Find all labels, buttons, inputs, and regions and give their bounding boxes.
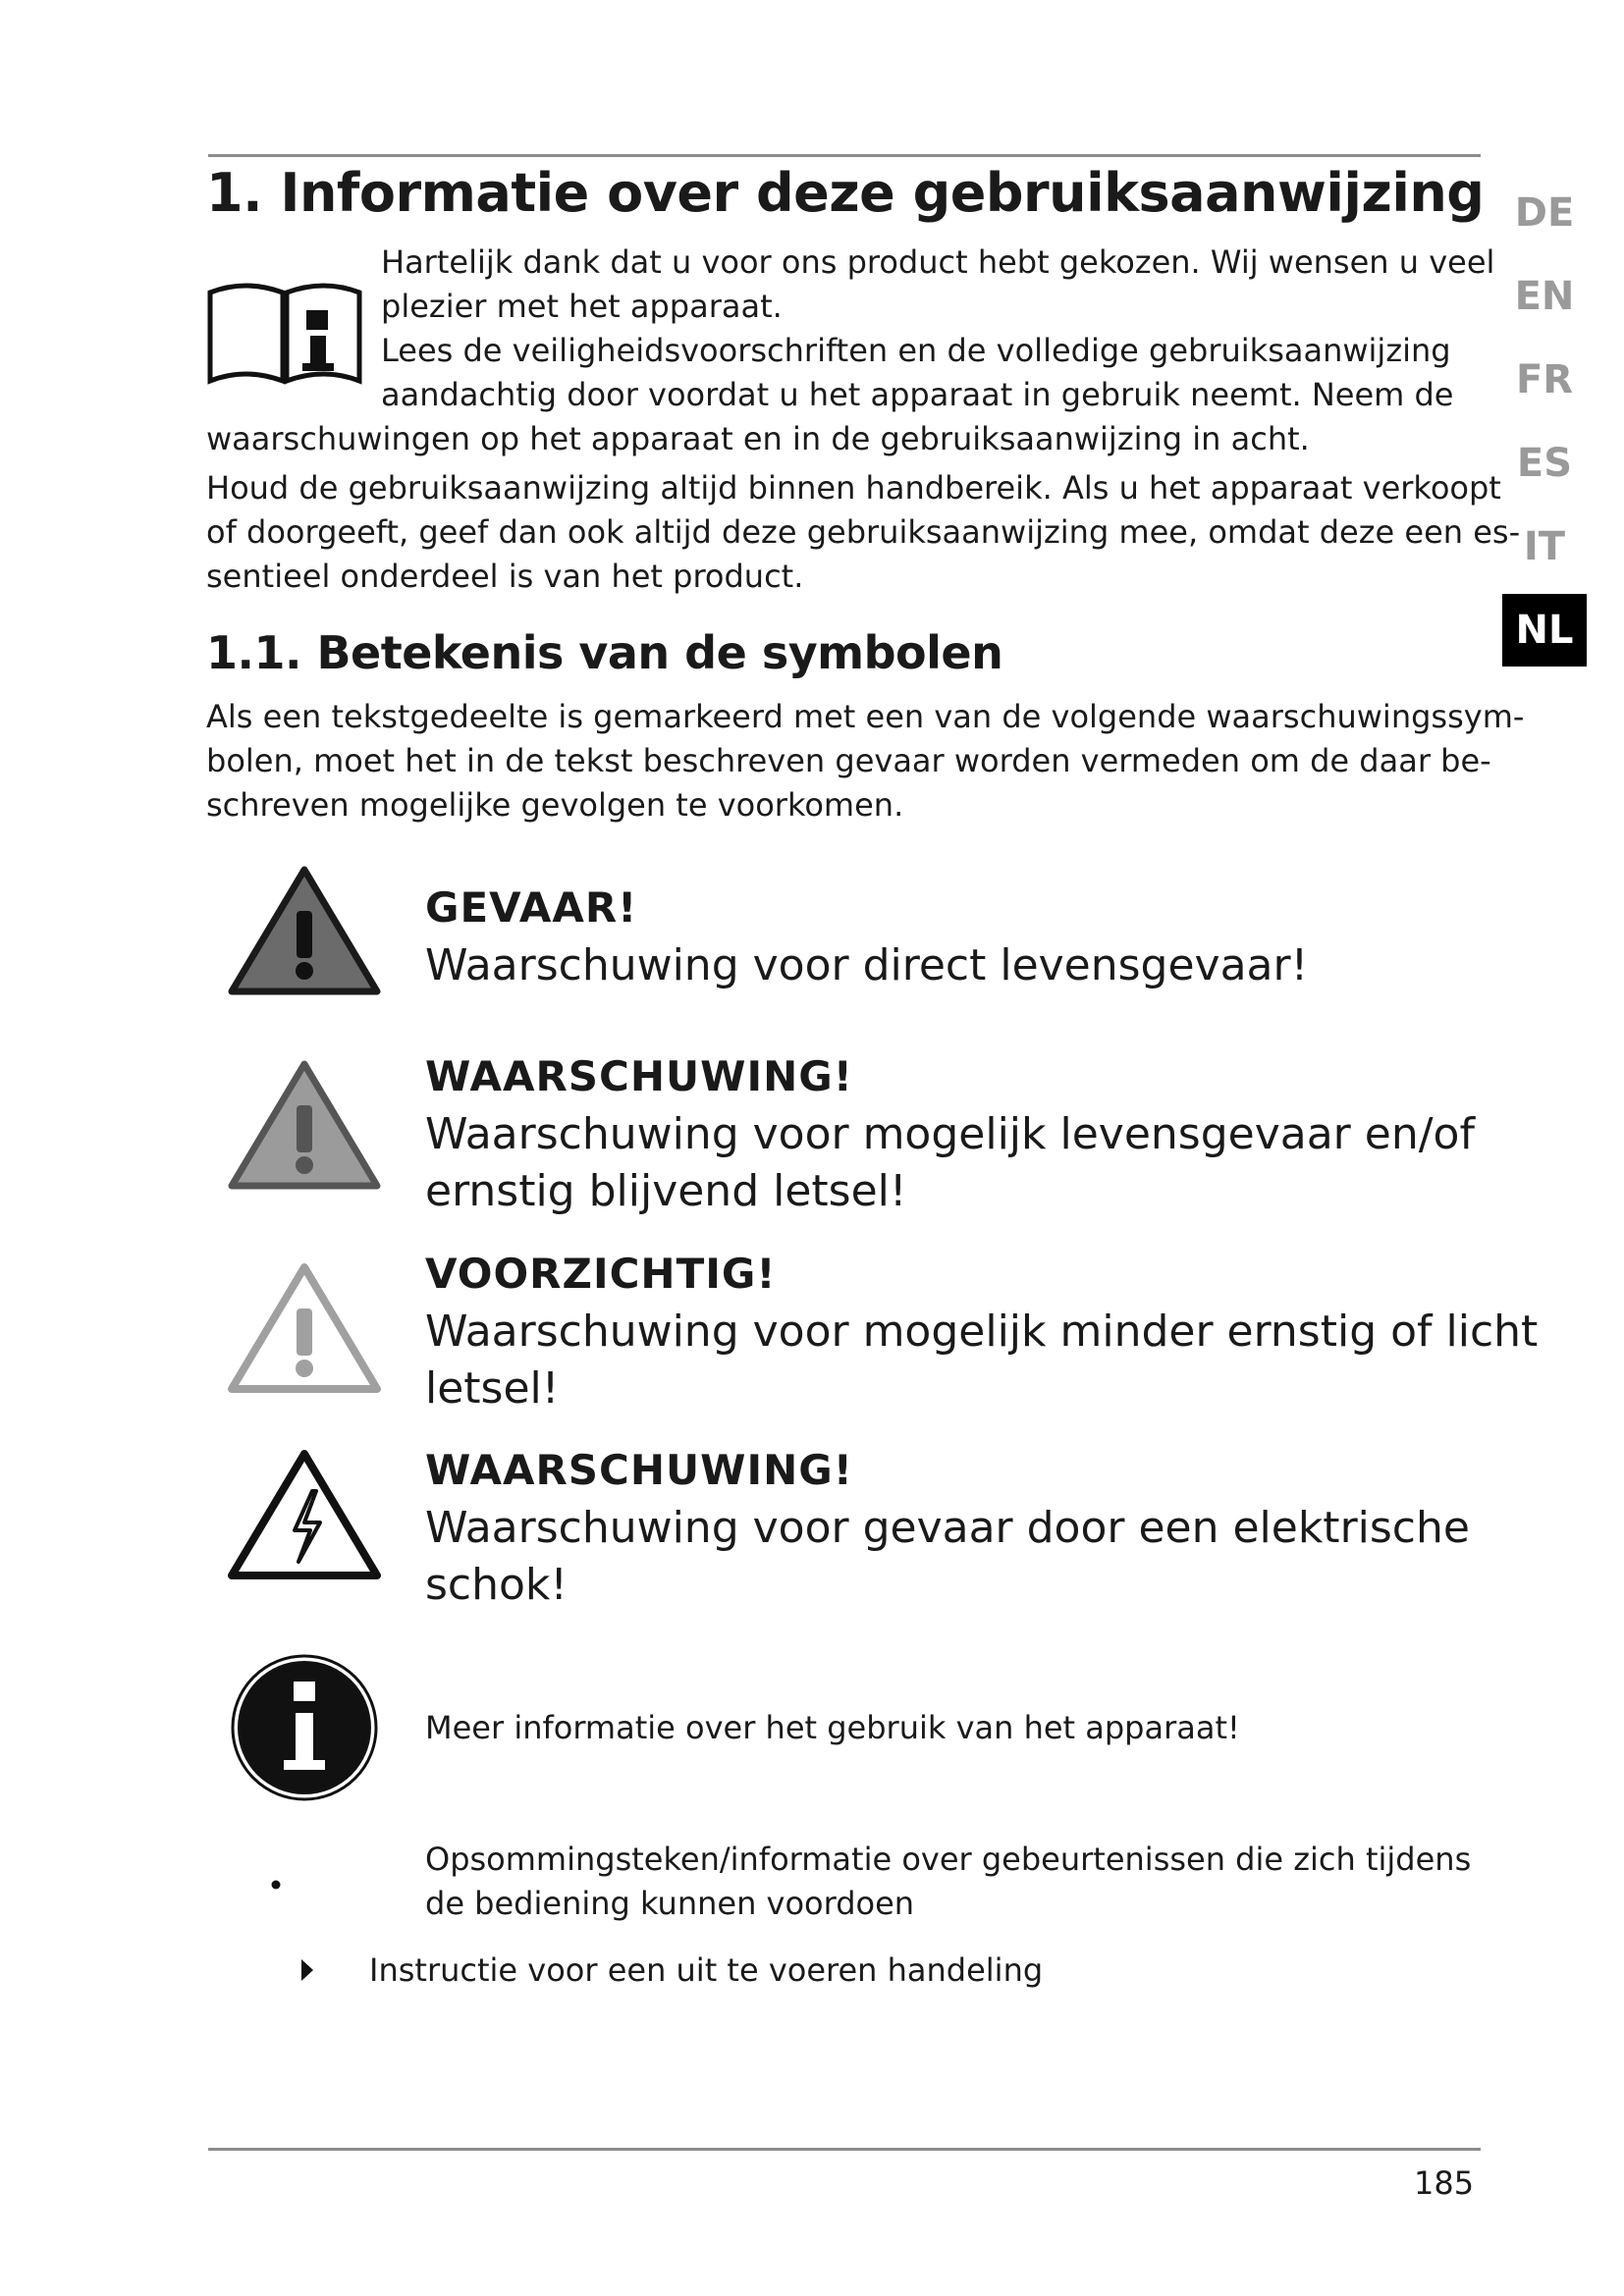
bottom-rule <box>208 2148 1481 2151</box>
lang-tab-en[interactable]: EN <box>1514 274 1575 319</box>
warning-triangle-icon <box>226 1058 383 1192</box>
symbol-title: VOORZICHTIG! <box>425 1250 777 1298</box>
subsection-title: 1.1. Betekenis van de symbolen <box>206 626 1003 679</box>
symbol-description: schok! <box>425 1560 568 1610</box>
handbook-paragraph <box>206 466 1520 599</box>
subsection-line: schreven mogelijke gevolgen te voorkomen. <box>206 786 904 824</box>
paragraph-line: Houd de gebruiksaanwijzing altijd binnen handbereik. Als u het apparaat verkoopt <box>206 469 1501 507</box>
intro-line: Hartelijk dank dat u voor ons product hebt gekozen. Wij wensen u veel <box>381 243 1495 281</box>
symbol-title: WAARSCHUWING! <box>425 1052 853 1100</box>
subsection-line: Als een tekstgedeelte is gemarkeerd met een van de volgende waarschuwingssym- <box>206 698 1525 735</box>
symbol-description: Waarschuwing voor direct levensgevaar! <box>425 940 1309 990</box>
symbol-description: letsel! <box>425 1363 560 1414</box>
electric-shock-icon <box>226 1448 383 1581</box>
instruction-description: Instructie voor een uit te voeren handeling <box>369 1951 1044 1989</box>
symbol-description: ernstig blijvend letsel! <box>425 1166 907 1216</box>
subsection-intro <box>206 695 1524 828</box>
lang-tab-es[interactable]: ES <box>1516 441 1573 486</box>
page-number: 185 <box>1414 2164 1475 2202</box>
subsection-line: bolen, moet het in de tekst beschreven gevaar worden vermeden om de daar be- <box>206 742 1491 779</box>
bullet-description: de bediening kunnen voordoen <box>425 1885 915 1922</box>
intro-line: plezier met het apparaat. <box>381 288 783 325</box>
info-circle-icon <box>229 1652 380 1803</box>
lang-tab-de[interactable]: DE <box>1514 190 1575 236</box>
symbol-description: Waarschuwing voor mogelijk levensgevaar en/of <box>425 1109 1475 1159</box>
intro-line: Lees de veiligheidsvoorschriften en de volledige gebruiksaanwijzing <box>381 332 1451 369</box>
intro-line: aandachtig door voordat u het apparaat in gebruik neemt. Neem de <box>381 376 1454 413</box>
play-arrow-icon <box>300 1958 314 1982</box>
intro-line: waarschuwingen op het apparaat en in de gebruiksaanwijzing in acht. <box>206 420 1310 457</box>
lang-tab-fr[interactable]: FR <box>1515 357 1574 402</box>
paragraph-line: sentieel onderdeel is van het product. <box>206 558 804 595</box>
lang-tab-it[interactable]: IT <box>1523 524 1566 569</box>
intro-block <box>381 240 1494 417</box>
symbol-danger <box>425 883 1308 994</box>
symbol-title: WAARSCHUWING! <box>425 1446 853 1494</box>
manual-info-icon <box>206 273 363 387</box>
symbol-description: Waarschuwing voor mogelijk minder ernstig of licht <box>425 1307 1539 1357</box>
bullet-description: Opsommingsteken/informatie over gebeurtenissen die zich tijdens <box>425 1841 1472 1878</box>
danger-triangle-icon <box>226 864 383 997</box>
symbol-bullet <box>425 1838 1471 1926</box>
info-description: Meer informatie over het gebruik van het apparaat! <box>425 1709 1240 1746</box>
paragraph-line: of doorgeeft, geef dan ook altijd deze gebruiksaanwijzing mee, omdat deze een es- <box>206 513 1521 551</box>
symbol-electric <box>425 1446 1470 1614</box>
lang-tab-nl[interactable]: NL <box>1502 594 1587 667</box>
symbol-warning <box>425 1052 1475 1220</box>
caution-triangle-icon <box>226 1261 383 1395</box>
top-rule <box>208 154 1481 157</box>
symbol-title: GEVAAR! <box>425 883 638 932</box>
symbol-caution <box>425 1250 1538 1417</box>
page-title: 1. Informatie over deze gebruiksaanwijzing <box>206 162 1485 224</box>
bullet-icon <box>271 1880 281 1890</box>
symbol-description: Waarschuwing voor gevaar door een elektrische <box>425 1503 1470 1553</box>
